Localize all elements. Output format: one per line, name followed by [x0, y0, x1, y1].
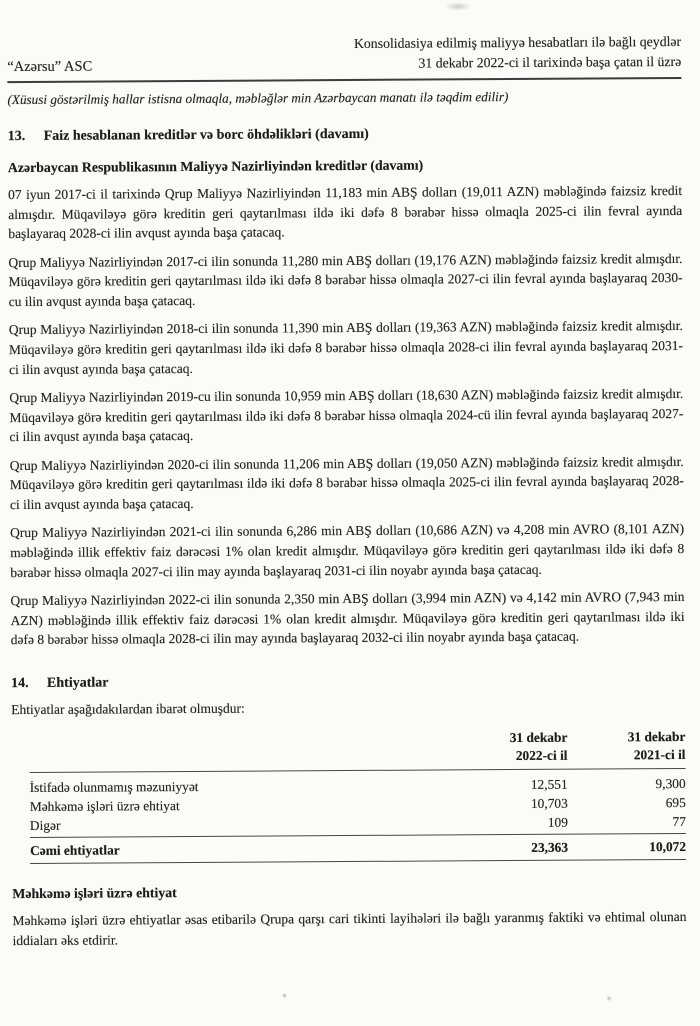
row-label: İstifadə olunmamış məzuniyyət	[29, 778, 199, 795]
row-value-2022: 10,703	[530, 795, 568, 811]
paragraph-loan-2017-june: 07 iyun 2017-ci il tarixində Qrup Maliyyə Nazirliyindən 11,183 min ABŞ dolları (19,011 AZN) məbləğində faizsiz kredit almışdır. Müqaviləyə görə kreditin geri qaytarılması ildə iki dəfə 8 bərabər hissə olmaqla 2025-ci ilin fevral ayında başlayaraq 2028-ci ilin avqust ayında başa çatacaq.	[8, 182, 683, 242]
table-row-total	[30, 834, 686, 864]
row-value-2022: 109	[547, 814, 568, 830]
report-title-line1: Konsolidasiya edilmiş maliyyə hesabatları ilə bağlı qeydlər	[353, 33, 682, 51]
currency-note: (Xüsusi göstərilmiş hallar istisna olmaqla, məbləğlər min Azərbaycan manatı ilə təqdim edilir)	[7, 89, 509, 108]
column-header-2021-line2: 2021-ci il	[633, 746, 686, 763]
litigation-paragraph: Məhkəmə işləri üzrə ehtiyatlar əsas etibarilə Qrupa qarşı cari tikinti layihələri ilə bağlı yaranmış faktiki və ehtimal olunan iddiaları əks etdirir.	[12, 908, 687, 948]
total-value-2022: 23,363	[531, 839, 569, 855]
paragraph-loan-2017: Qrup Maliyyə Nazirliyindən 2017-ci ilin sonunda 11,280 min ABŞ dolları (19,176 AZN) məbləğində faizsiz kredit almışdır. Müqaviləyə görə kreditin geri qaytarılması ildə iki dəfə 8 bərabər hissə olmaqla 2027-ci ilin fevral ayında başlayaraq 2030-cu ilin avqust ayında başa çatacaq.	[8, 250, 683, 309]
provisions-intro: Ehtiyatlar aşağıdakılardan ibarət olmuşdur:	[11, 700, 245, 717]
table-row-other	[30, 812, 686, 835]
section-13-title: Faiz hesablanan kreditlər və borc öhdəlikləri (davamı)	[43, 126, 369, 144]
table-header-spacer	[30, 765, 450, 768]
paragraph-loan-2020: Qrup Maliyyə Nazirliyindən 2020-ci ilin sonunda 11,206 min ABŞ dolları (19,050 AZN) məbləğində faizsiz kredit almışdır. Müqaviləyə görə kreditin geri qaytarılması ildə iki dəfə 8 bərabər hissə olmaqla 2025-ci ilin fevral ayında başlayaraq 2028-ci ilin avqust ayında başa çatacaq.	[9, 453, 684, 512]
row-value-2021: 77	[672, 813, 686, 830]
column-header-2022-line2: 2022-ci il	[515, 747, 568, 763]
column-header-2021	[567, 728, 685, 765]
section-14-heading	[11, 672, 685, 692]
row-value-2021: 695	[665, 794, 686, 811]
table-body	[30, 768, 687, 864]
page-header	[7, 32, 681, 83]
report-title-line2: 31 dekabr 2022-ci il tarixində başa çatan il üzrə	[418, 53, 682, 71]
paragraph-loan-2022: Qrup Maliyyə Nazirliyindən 2022-ci ilin sonunda 2,350 min ABŞ dolları (3,994 min AZN) və 4,142 min AVRO (7,943 min AZN) məbləğində illik effektiv faiz dərəcəsi 1% olan kredit almışdır. Müqaviləyə görə kreditin geri qaytarılması ildə iki dəfə 8 bərabər hissə olmaqla 2028-ci ilin may ayında başlayaraq 2032-ci ilin noyabr ayında başa çatacaq.	[10, 589, 685, 648]
column-header-2021-line1: 31 dekabr	[627, 728, 686, 745]
section-13-heading	[8, 125, 682, 145]
paragraph-loan-2019: Qrup Maliyyə Nazirliyindən 2019-cu ilin sonunda 10,959 min ABŞ dolları (18,630 AZN) məbləğində faizsiz kredit almışdır. Müqaviləyə görə kreditin geri qaytarılması ildə iki dəfə 8 bərabər hissə olmaqla 2024-cü ilin fevral ayında başlayaraq 2027-ci ilin avqust ayında başa çatacaq.	[9, 386, 684, 445]
report-title	[354, 32, 681, 74]
section-14-title: Ehtiyatlar	[46, 675, 109, 691]
table-header-row	[29, 728, 685, 772]
row-value-2021: 9,300	[655, 775, 686, 792]
paragraph-loan-2021: Qrup Maliyyə Nazirliyindən 2021-ci ilin sonunda 6,286 min ABŞ dolları (10,686 AZN) və 4,208 min AVRO (8,101 AZN) məbləğində illik effektiv faiz dərəcəsi 1% olan kredit almışdır. Müqaviləyə görə kreditin geri qaytarılması ildə iki dəfə 8 bərabər hissə olmaqla 2027-ci ilin may ayında başlayaraq 2031-ci ilin noyabr ayında başa çatacaq.	[10, 521, 685, 580]
row-value-2022: 12,551	[530, 776, 568, 792]
provisions-table	[29, 728, 686, 864]
section-13-number: 13.	[7, 128, 26, 145]
row-label: Məhkəmə işləri üzrə ehtiyat	[29, 798, 180, 814]
paragraph-loan-2018: Qrup Maliyyə Nazirliyindən 2018-ci ilin sonunda 11,390 min ABŞ dolları (19,363 AZN) məbləğində faizsiz kredit almışdır. Müqaviləyə görə kreditin geri qaytarılması ildə iki dəfə 8 bərabər hissə olmaqla 2028-ci ilin fevral ayında başlayaraq 2031-ci ilin avqust ayında başa çatacaq.	[8, 318, 684, 377]
row-label: Digər	[29, 817, 61, 833]
company-name: “Azərsu” ASC	[7, 58, 93, 76]
section-14-number: 14.	[10, 675, 29, 691]
total-value-2021: 10,072	[649, 838, 687, 855]
litigation-subheading: Məhkəmə işləri üzrə ehtiyat	[12, 885, 177, 902]
section-13-subheading: Azərbaycan Respublikasının Maliyyə Nazirliyindən kreditlər (davamı)	[7, 157, 424, 176]
column-header-2022	[449, 728, 567, 765]
total-label: Cəmi ehtiyatlar	[30, 842, 120, 858]
column-header-2022-line1: 31 dekabr	[509, 729, 568, 745]
